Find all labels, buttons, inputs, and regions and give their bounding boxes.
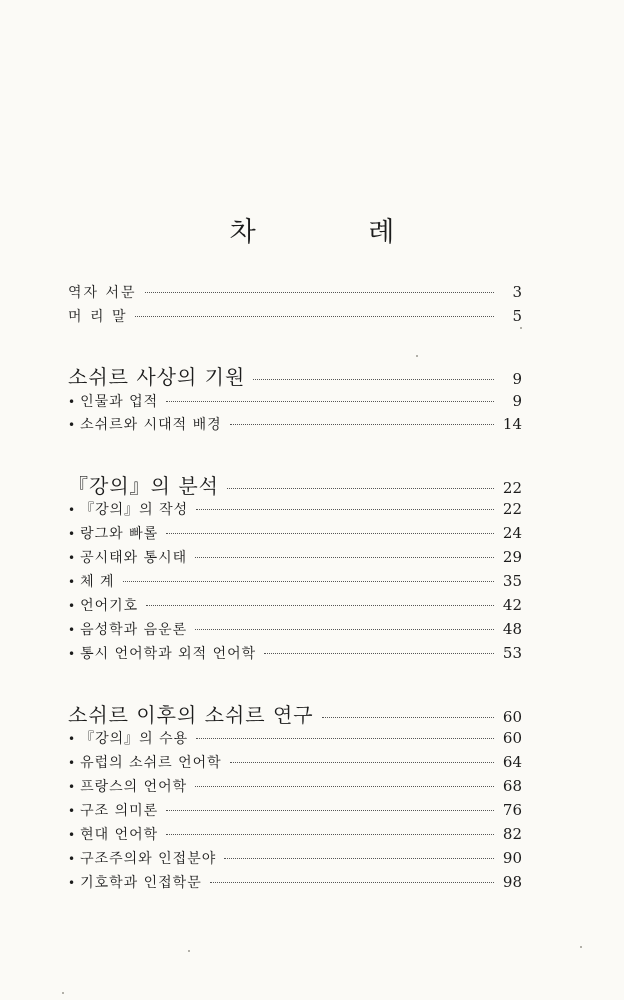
bullet-icon: • xyxy=(68,780,77,794)
leader-dots xyxy=(166,809,494,811)
paper-speck xyxy=(416,355,418,357)
leader-dots xyxy=(264,652,494,654)
toc-section-heading[interactable] xyxy=(68,699,522,728)
leader-dots xyxy=(196,508,494,510)
page-number: 14 xyxy=(502,415,522,433)
leader-dots xyxy=(230,423,494,425)
toc-entry-preface[interactable] xyxy=(68,282,522,302)
bullet-icon: • xyxy=(68,756,77,770)
page-number: 90 xyxy=(502,849,522,867)
bullet-icon: • xyxy=(68,395,77,409)
leader-dots xyxy=(123,580,494,582)
leader-dots xyxy=(196,737,494,739)
toc-entry-label: 『강의』의 작성 xyxy=(80,502,189,518)
leader-dots xyxy=(195,556,494,558)
toc-entry-label: 체 계 xyxy=(80,574,115,590)
page-number: 22 xyxy=(502,479,522,497)
page-number: 76 xyxy=(502,801,522,819)
bullet-icon: • xyxy=(68,852,77,866)
page-number: 35 xyxy=(502,572,522,590)
bullet-icon: • xyxy=(68,599,77,613)
toc-entry[interactable] xyxy=(68,643,522,663)
page-number: 53 xyxy=(502,644,522,662)
toc-entry[interactable] xyxy=(68,776,522,796)
toc-entry[interactable] xyxy=(68,848,522,868)
toc-entry-label: 소쉬르와 시대적 배경 xyxy=(80,417,222,433)
toc-entry-label: 통시 언어학과 외적 언어학 xyxy=(80,646,257,662)
page-number: 68 xyxy=(502,777,522,795)
toc-entry[interactable] xyxy=(68,414,522,434)
page-number: 9 xyxy=(512,370,522,388)
page-number: 22 xyxy=(502,500,522,518)
toc-entry[interactable] xyxy=(68,800,522,820)
section-title: 소쉬르 사상의 기원 xyxy=(68,365,246,389)
leader-dots xyxy=(210,881,494,883)
leader-dots xyxy=(135,315,494,317)
leader-dots xyxy=(322,716,494,718)
page-number: 42 xyxy=(502,596,522,614)
bullet-icon: • xyxy=(68,732,77,746)
leader-dots xyxy=(195,785,494,787)
page-number: 29 xyxy=(502,548,522,566)
toc-entry[interactable] xyxy=(68,499,522,519)
bullet-icon: • xyxy=(68,623,77,637)
toc-entry[interactable] xyxy=(68,547,522,567)
toc-entry-label: 구조 의미론 xyxy=(80,803,159,819)
bullet-icon: • xyxy=(68,575,77,589)
bullet-icon: • xyxy=(68,503,77,517)
page-number: 24 xyxy=(502,524,522,542)
leader-dots xyxy=(145,291,494,293)
toc-entry[interactable] xyxy=(68,824,522,844)
toc-entry-label: 머 리 말 xyxy=(68,309,128,325)
toc-entry[interactable] xyxy=(68,619,522,639)
toc-entry[interactable] xyxy=(68,728,522,748)
page-number: 3 xyxy=(512,283,522,301)
toc-entry-label: 공시태와 통시태 xyxy=(80,550,188,566)
leader-dots xyxy=(166,400,494,402)
toc-entry[interactable] xyxy=(68,595,522,615)
leader-dots xyxy=(166,833,494,835)
bullet-icon: • xyxy=(68,527,77,541)
page-number: 60 xyxy=(502,708,522,726)
page-number: 5 xyxy=(512,307,522,325)
page-number: 48 xyxy=(502,620,522,638)
page-number: 60 xyxy=(502,729,522,747)
bullet-icon: • xyxy=(68,418,77,432)
leader-dots xyxy=(227,487,494,489)
leader-dots xyxy=(253,378,494,380)
toc-entry-label: 현대 언어학 xyxy=(80,827,159,843)
toc-entry-label: 『강의』의 수용 xyxy=(80,731,189,747)
bullet-icon: • xyxy=(68,551,77,565)
bullet-icon: • xyxy=(68,804,77,818)
page-title: 차 례 xyxy=(229,217,447,249)
toc-entry-foreword[interactable] xyxy=(68,306,522,326)
page-number: 82 xyxy=(502,825,522,843)
section-title: 소쉬르 이후의 소쉬르 연구 xyxy=(68,703,314,727)
page-number: 64 xyxy=(502,753,522,771)
toc-entry-label: 구조주의와 인접분야 xyxy=(80,851,217,867)
bullet-icon: • xyxy=(68,876,77,890)
toc-entry-label: 유럽의 소쉬르 언어학 xyxy=(80,755,222,771)
paper-speck xyxy=(520,327,522,329)
toc-entry-label: 인물과 업적 xyxy=(80,394,159,410)
bullet-icon: • xyxy=(68,828,77,842)
page-number: 9 xyxy=(512,392,522,410)
paper-speck xyxy=(62,992,64,994)
leader-dots xyxy=(224,857,494,859)
toc-section-heading[interactable] xyxy=(68,470,522,499)
toc-entry[interactable] xyxy=(68,872,522,892)
toc-entry[interactable] xyxy=(68,752,522,772)
toc-entry-label: 음성학과 음운론 xyxy=(80,622,188,638)
leader-dots xyxy=(230,761,494,763)
toc-entry-label: 역자 서문 xyxy=(68,285,137,301)
bullet-icon: • xyxy=(68,647,77,661)
leader-dots xyxy=(166,532,494,534)
page-number: 98 xyxy=(502,873,522,891)
section-title: 『강의』의 분석 xyxy=(68,474,219,498)
toc-entry-label: 언어기호 xyxy=(80,598,139,614)
toc-entry[interactable] xyxy=(68,523,522,543)
toc-entry[interactable] xyxy=(68,571,522,591)
paper-speck xyxy=(580,946,582,948)
toc-entry-label: 기호학과 인접학문 xyxy=(80,875,202,891)
toc-entry[interactable] xyxy=(68,391,522,411)
toc-section-heading[interactable] xyxy=(68,361,522,390)
toc-entry-label: 랑그와 빠롤 xyxy=(80,526,159,542)
toc-entry-label: 프랑스의 언어학 xyxy=(80,779,188,795)
leader-dots xyxy=(146,604,494,606)
leader-dots xyxy=(195,628,494,630)
paper-speck xyxy=(188,950,190,952)
